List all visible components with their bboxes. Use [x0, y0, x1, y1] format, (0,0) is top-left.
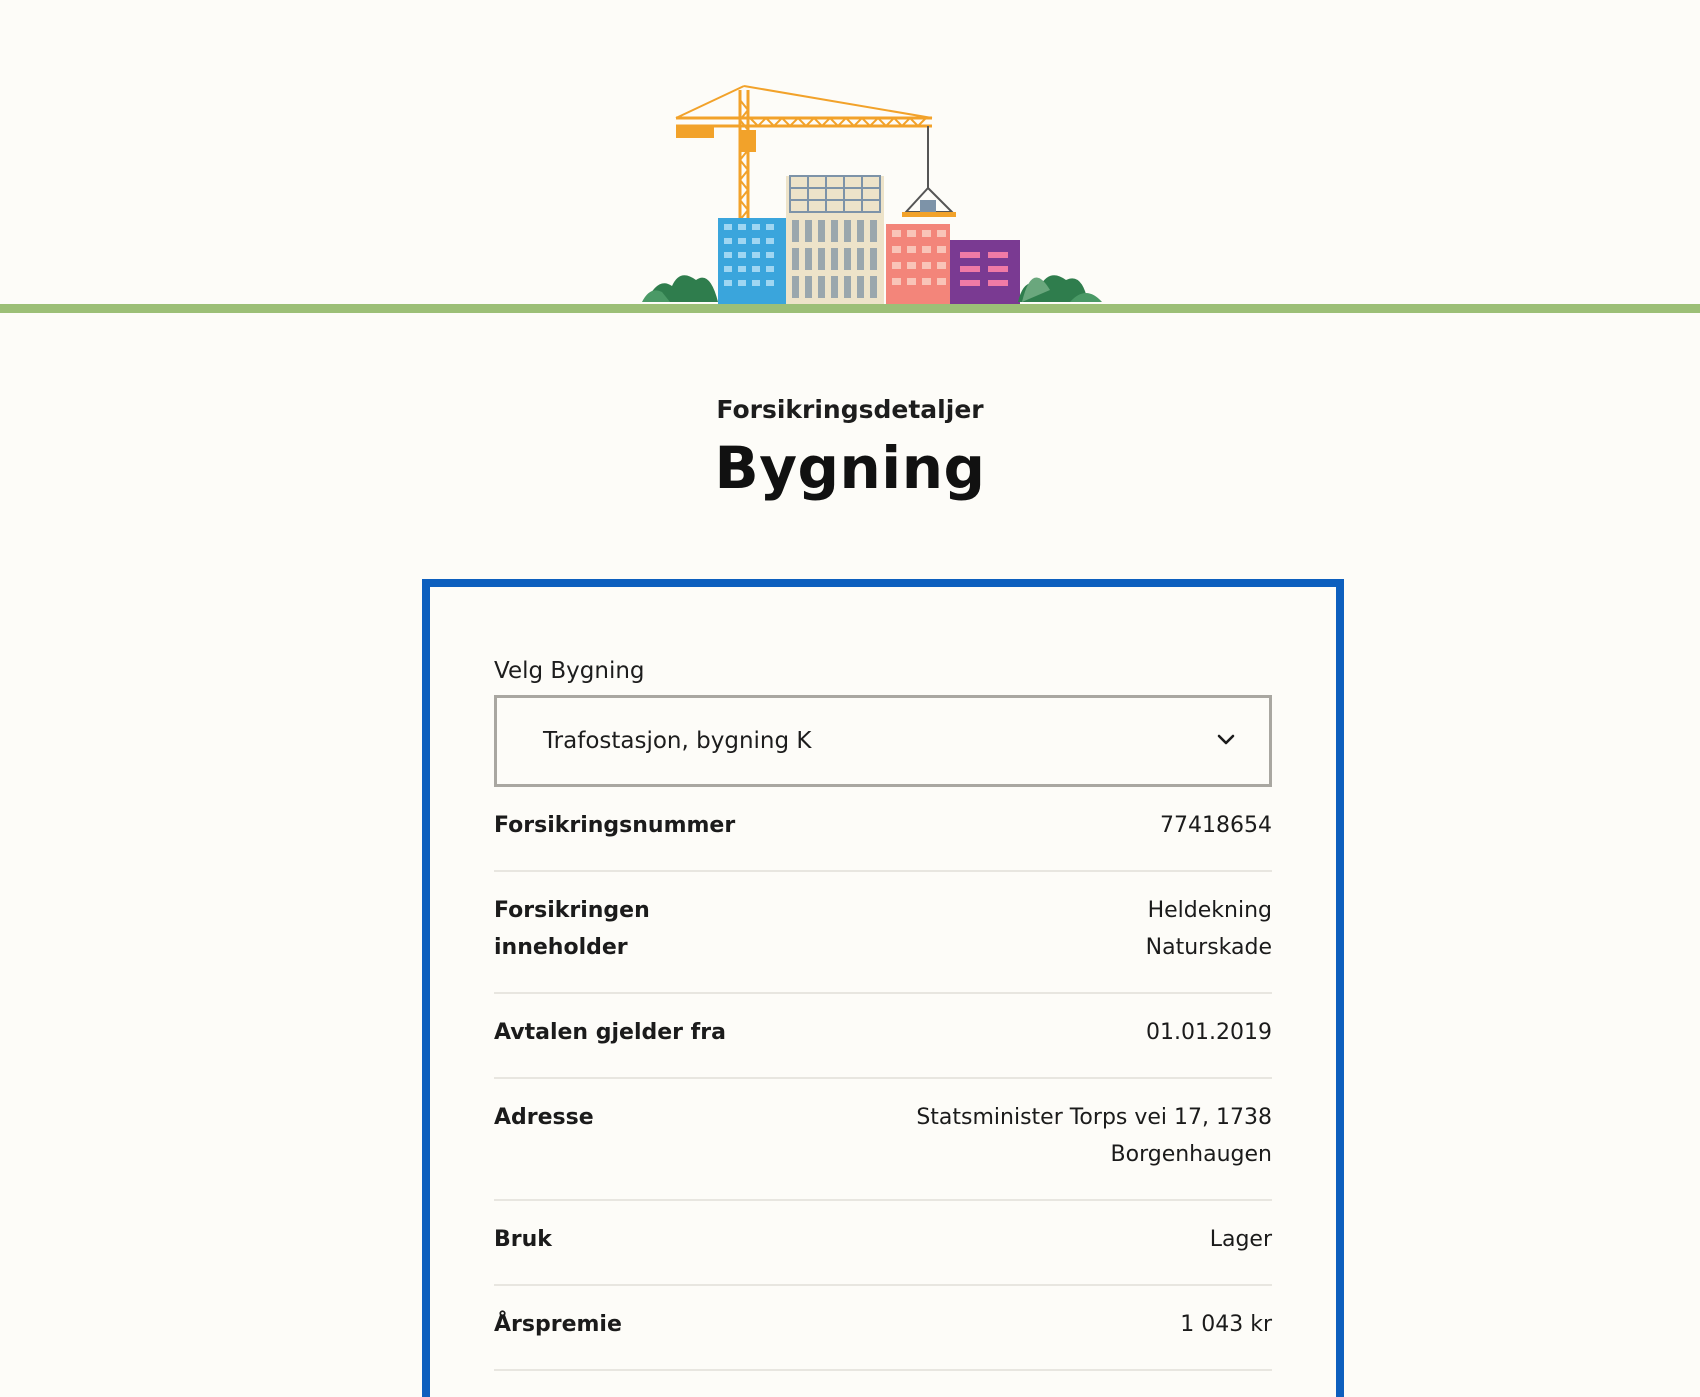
insurance-details-card [422, 579, 1344, 1397]
page-subtitle: Forsikringsdetaljer [716, 395, 984, 424]
detail-value: Statsminister Torps vei 17, 1738 Borgenhaugen [916, 1105, 1272, 1167]
detail-label: Årspremie [494, 1312, 622, 1337]
detail-label: Forsikringsnummer [494, 813, 736, 838]
building-select[interactable] [494, 695, 1272, 787]
detail-row-address [494, 1079, 1272, 1201]
detail-value: 1 043 kr [1180, 1312, 1272, 1337]
coverage-item: Heldekning [1147, 898, 1272, 923]
detail-row-usage [494, 1201, 1272, 1286]
detail-label: Bruk [494, 1227, 552, 1252]
card-content [494, 655, 1272, 1371]
building-select-value: Trafostasjon, bygning K [543, 728, 812, 754]
detail-label: Adresse [494, 1105, 594, 1130]
detail-row-start-date [494, 994, 1272, 1079]
page-heading [0, 390, 1700, 506]
details-list [494, 787, 1272, 1371]
detail-value [1146, 892, 1272, 992]
detail-row-annual-premium [494, 1286, 1272, 1371]
detail-row-coverage [494, 872, 1272, 994]
detail-label: Forsikringen inneholder [494, 898, 650, 960]
detail-value: 77418654 [1160, 813, 1272, 838]
page-title: Bygning [714, 434, 986, 502]
detail-value: 01.01.2019 [1146, 1020, 1272, 1045]
detail-label: Avtalen gjelder fra [494, 1020, 726, 1045]
chevron-down-icon [1217, 734, 1231, 748]
construction-city-illustration [640, 80, 1130, 310]
building-select-label: Velg Bygning [494, 658, 645, 684]
detail-row-policy-number [494, 787, 1272, 872]
hero-section [0, 0, 1700, 316]
ground-line [0, 304, 1700, 313]
detail-value: Lager [1209, 1227, 1272, 1252]
coverage-item: Naturskade [1145, 935, 1272, 960]
